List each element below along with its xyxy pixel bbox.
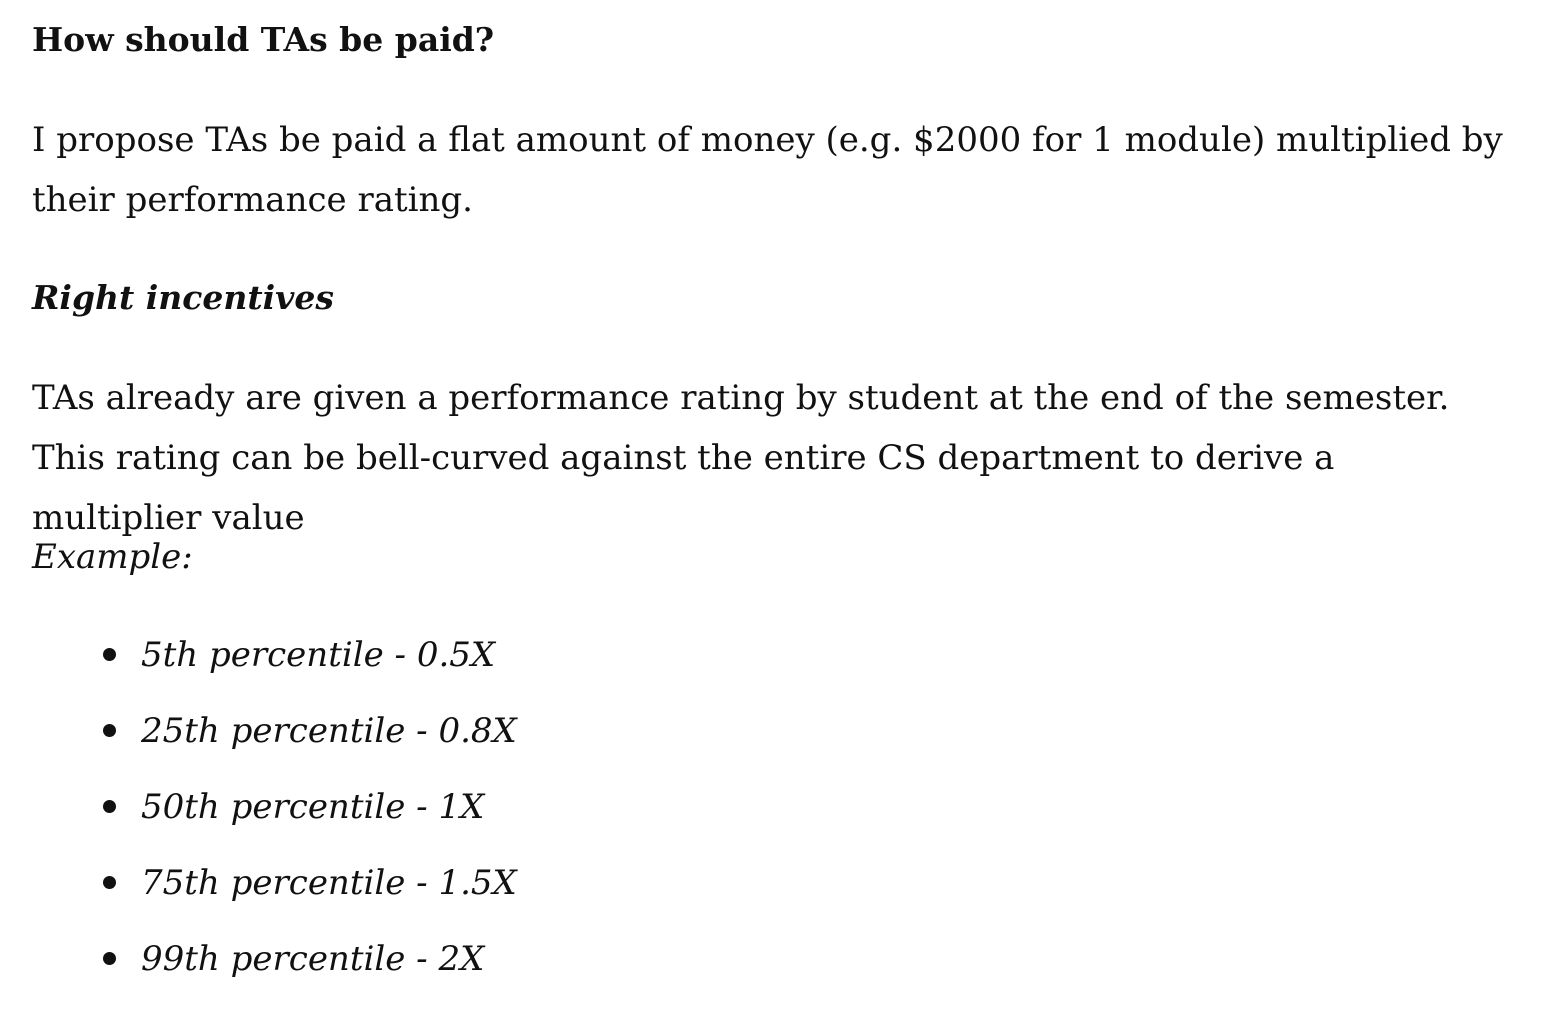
list-item-text: 50th percentile - 1X xyxy=(141,787,485,827)
bullet-icon xyxy=(103,724,116,737)
subsection-heading: Right incentives xyxy=(32,278,334,317)
proposal-paragraph: I propose TAs be paid a flat amount of money (e.g. $2000 for 1 module) multiplied by their performance rating. xyxy=(32,120,1503,220)
bullet-icon xyxy=(103,800,116,813)
example-label: Example: xyxy=(32,537,193,577)
list-item-text: 99th percentile - 2X xyxy=(141,939,485,979)
bullet-icon xyxy=(103,876,116,889)
bullet-icon xyxy=(103,648,116,661)
list-item-text: 25th percentile - 0.8X xyxy=(141,711,517,751)
list-item-text: 75th percentile - 1.5X xyxy=(141,863,517,903)
list-item-text: 5th percentile - 0.5X xyxy=(141,635,496,675)
bullet-icon xyxy=(103,952,116,965)
section-heading: How should TAs be paid? xyxy=(32,20,495,59)
rating-paragraph: TAs already are given a performance rating by student at the end of the semester. This rating can be bell-curved against the entire CS department to derive a multiplier value xyxy=(32,378,1450,538)
